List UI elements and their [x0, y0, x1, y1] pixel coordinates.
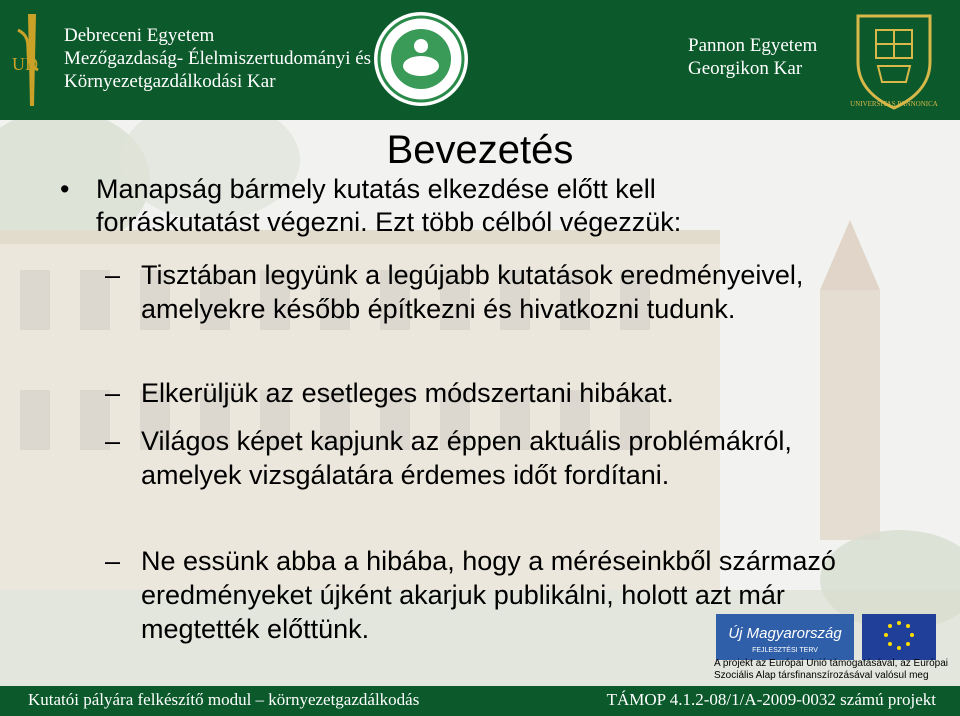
- header-right-institution: [688, 34, 817, 80]
- logo-left-label: UD: [12, 54, 38, 74]
- sub-item-text: Világos képet kapjunk az éppen aktuális problémákról, amelyek vizsgálatára érdemes időt fordítani.: [141, 426, 792, 490]
- bullet-dot-icon: •: [60, 174, 70, 204]
- sub-item-text: Tisztában legyünk a legújabb kutatások eredményeivel, amelyekre később építkezni és hivatkozni tudunk.: [141, 260, 804, 324]
- dash-icon: –: [105, 378, 121, 408]
- sub-item: [103, 424, 863, 492]
- sub-item: [103, 376, 863, 410]
- new-hungary-badge: Új Magyarország: [728, 625, 842, 642]
- header-right-line: Pannon Egyetem: [688, 35, 818, 56]
- header-right-line: Georgikon Kar: [688, 58, 803, 79]
- eu-flag-icon: [862, 614, 936, 660]
- dash-icon: –: [105, 426, 121, 456]
- header-left-line: Debreceni Egyetem: [64, 25, 215, 46]
- footer-module-title: Kutatói pályára felkészítő modul – környezetgazdálkodás: [28, 690, 420, 709]
- logo-right-label: UNIVERSITAS PANNONICA: [850, 100, 938, 108]
- new-hungary-badge-sub: FEJLESZTÉSI TERV: [752, 647, 818, 654]
- footer-project-id: TÁMOP 4.1.2-08/1/A-2009-0032 számú projekt: [606, 690, 936, 709]
- pannon-university-crest-icon: [838, 8, 950, 112]
- slide-title-text: Bevezetés: [386, 128, 574, 172]
- sub-item: [103, 258, 863, 326]
- faculty-seal-icon: [372, 10, 470, 108]
- header-bar: [0, 0, 960, 120]
- main-bullet-text: Manapság bármely kutatás elkezdése előtt kell forráskutatást végezni. Ezt több célból végezzük:: [96, 174, 682, 237]
- footer-bar: [0, 686, 960, 716]
- header-left-line: Környezetgazdálkodási Kar: [64, 71, 276, 92]
- eu-caption-line: A projekt az Európai Unió támogatásával, az Európai: [714, 658, 949, 669]
- header-left-line: Mezőgazdaság- Élelmiszertudományi és: [64, 48, 372, 69]
- dash-icon: –: [105, 546, 121, 576]
- main-bullet: [58, 173, 788, 239]
- university-of-debrecen-logo: [8, 10, 56, 110]
- sub-item-text: Elkerüljük az esetleges módszertani hibákat.: [141, 378, 674, 408]
- eu-caption-line: Szociális Alap társfinanszírozásával valósul meg: [714, 670, 929, 681]
- sub-item-text: Ne essünk abba a hibába, hogy a méréseinkből származó eredményeket újként akarjuk publikálni, holott azt már megtették előttünk.: [141, 546, 836, 644]
- header-left-institution: [64, 24, 371, 93]
- eu-funding-caption: [714, 658, 954, 682]
- slide-title: [0, 127, 960, 173]
- dash-icon: –: [105, 260, 121, 290]
